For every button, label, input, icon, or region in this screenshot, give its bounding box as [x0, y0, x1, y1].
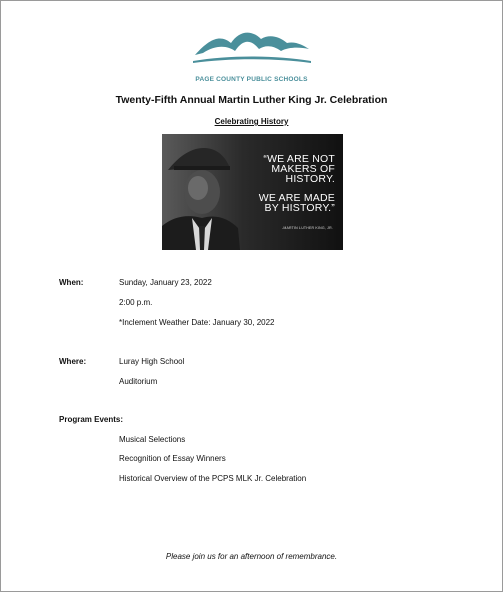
quote-text: “WE ARE NOT MAKERS OF HISTORY. WE ARE MADE BY HISTORY.”	[258, 153, 335, 214]
document-title: Twenty-Fifth Annual Martin Luther King Jr. Celebration	[115, 94, 388, 106]
when-label: When:	[59, 278, 84, 287]
when-time: 2:00 p.m.	[119, 298, 153, 307]
program-event-item: Musical Selections	[119, 435, 186, 444]
where-location: Luray High School	[119, 357, 185, 366]
where-label: Where:	[59, 357, 87, 366]
closing-invitation: Please join us for an afternoon of remembrance.	[165, 552, 338, 561]
program-event-item: Recognition of Essay Winners	[119, 454, 226, 463]
organization-name: PAGE COUNTY PUBLIC SCHOOLS	[195, 76, 308, 83]
mountain-logo-icon	[189, 23, 315, 83]
mlk-quote-image	[162, 134, 343, 250]
program-events-label: Program Events:	[59, 415, 124, 424]
program-event-item: Historical Overview of the PCPS MLK Jr. Celebration	[119, 474, 307, 483]
document-subtitle: Celebrating History	[214, 117, 289, 126]
quote-attribution: -MARTIN LUTHER KING, JR.	[281, 226, 333, 230]
when-date: Sunday, January 23, 2022	[119, 278, 212, 287]
when-weather-date: *Inclement Weather Date: January 30, 2022	[119, 318, 275, 327]
where-room: Auditorium	[119, 377, 158, 386]
